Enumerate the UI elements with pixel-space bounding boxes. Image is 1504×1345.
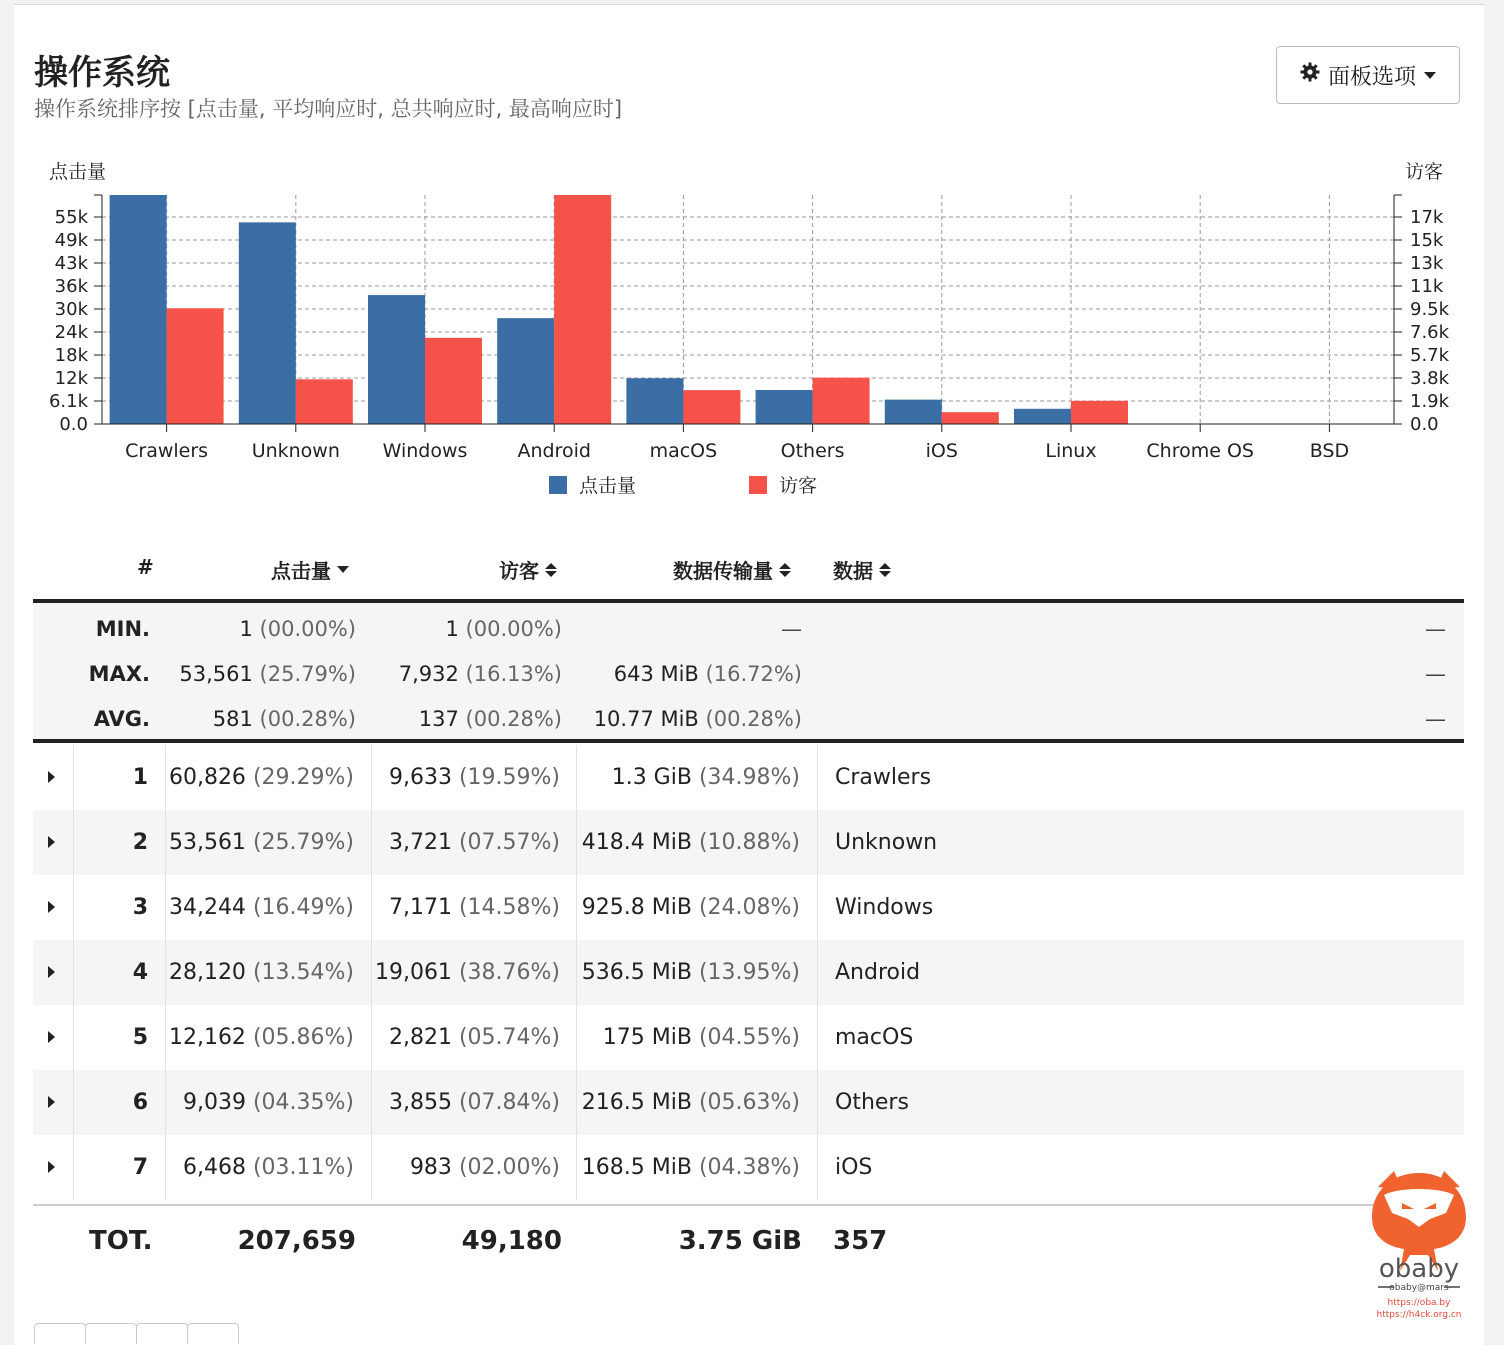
row-number: 6 — [132, 1090, 148, 1115]
summary-label: MAX. — [88, 662, 150, 686]
bar-visitors — [813, 378, 870, 424]
bar-hits — [239, 222, 296, 424]
logo-url-1: https://oba.by — [1387, 1298, 1451, 1308]
bar-hits — [756, 390, 813, 424]
summary-visitors: 1 (00.00%) — [445, 617, 562, 641]
y-axis-title-left: 点击量 — [49, 161, 107, 183]
total-data: 357 — [833, 1226, 888, 1256]
expand-caret-icon[interactable] — [48, 1031, 55, 1043]
summary-label: AVG. — [93, 707, 150, 731]
row-hits: 53,561 (25.79%) — [168, 830, 354, 855]
row-data: Others — [835, 1090, 909, 1115]
panel-options-button[interactable] — [1276, 46, 1460, 104]
legend-swatch — [749, 476, 767, 494]
total-label: TOT. — [89, 1226, 153, 1256]
x-tick-label: Chrome OS — [1146, 440, 1254, 462]
y-tick-label-left: 30k — [54, 299, 88, 320]
pagination — [34, 1323, 238, 1343]
row-data: iOS — [835, 1155, 873, 1180]
y-tick-label-left: 49k — [54, 230, 88, 251]
col-header-hits[interactable]: 点击量 — [271, 555, 349, 584]
y-tick-label-left: 24k — [54, 322, 88, 343]
page-button[interactable] — [136, 1323, 188, 1344]
expand-caret-icon[interactable] — [48, 771, 55, 783]
table-row[interactable] — [33, 1005, 1464, 1070]
row-number: 4 — [132, 960, 148, 985]
bar-hits — [1014, 409, 1071, 424]
x-tick-label: Linux — [1045, 440, 1097, 462]
summary-hits: 53,561 (25.79%) — [179, 662, 356, 686]
summary-bandwidth: 643 MiB (16.72%) — [613, 662, 802, 686]
logo-tagline: obaby@mars — [1389, 1283, 1449, 1293]
legend-label: 点击量 — [579, 475, 637, 497]
bar-hits — [497, 318, 554, 424]
total-visitors: 49,180 — [461, 1226, 562, 1256]
table-header — [33, 545, 1464, 603]
y-tick-label-right: 13k — [1410, 253, 1444, 274]
x-tick-label: Crawlers — [125, 440, 209, 462]
bar-visitors — [1071, 401, 1128, 424]
row-data: macOS — [835, 1025, 914, 1050]
table-row[interactable] — [33, 875, 1464, 940]
summary-data: — — [1425, 707, 1446, 731]
logo-url-2: https://h4ck.org.cn — [1376, 1310, 1462, 1320]
y-tick-label-left: 43k — [54, 253, 88, 274]
os-panel — [14, 4, 1484, 1345]
table-row[interactable] — [33, 745, 1464, 810]
row-data: Android — [835, 960, 921, 985]
page-button[interactable] — [187, 1323, 239, 1344]
panel-subtitle: 操作系统排序按 [点击量, 平均响应时, 总共响应时, 最高响应时] — [34, 97, 623, 121]
bar-visitors — [296, 379, 353, 424]
x-tick-label: Android — [517, 440, 591, 462]
summary-row — [33, 701, 1464, 746]
row-bandwidth: 536.5 MiB (13.95%) — [581, 960, 800, 985]
total-row — [33, 1204, 1464, 1286]
table-body — [33, 745, 1464, 1200]
expand-caret-icon[interactable] — [48, 1161, 55, 1173]
y-tick-label-left: 12k — [54, 368, 88, 389]
expand-caret-icon[interactable] — [48, 836, 55, 848]
os-chart — [14, 145, 1484, 515]
summary-visitors: 7,932 (16.13%) — [398, 662, 562, 686]
table-row[interactable] — [33, 940, 1464, 1005]
y-tick-label-left: 0.0 — [59, 414, 88, 435]
y-tick-label-right: 17k — [1410, 207, 1444, 228]
bar-hits — [885, 400, 942, 424]
row-data: Unknown — [835, 830, 938, 855]
y-tick-label-left: 55k — [54, 207, 88, 228]
y-tick-label-left: 36k — [54, 276, 88, 297]
expand-caret-icon[interactable] — [48, 1096, 55, 1108]
row-bandwidth: 418.4 MiB (10.88%) — [581, 830, 800, 855]
summary-label: MIN. — [95, 617, 150, 641]
col-header-visitors[interactable]: 访客 — [499, 555, 557, 584]
bar-visitors — [167, 308, 224, 424]
x-tick-label: Windows — [382, 440, 468, 462]
caret-down-icon — [1424, 72, 1436, 79]
y-tick-label-right: 11k — [1410, 276, 1444, 297]
page-button[interactable] — [34, 1323, 86, 1344]
y-tick-label-right: 7.6k — [1410, 322, 1450, 343]
col-header-bandwidth[interactable]: 数据传输量 — [673, 555, 791, 584]
summary-row — [33, 656, 1464, 701]
sort-desc-icon — [337, 566, 349, 573]
y-tick-label-left: 6.1k — [48, 391, 88, 412]
page-button[interactable] — [85, 1323, 137, 1344]
legend-swatch — [549, 476, 567, 494]
summary-visitors: 137 (00.28%) — [418, 707, 562, 731]
summary-hits: 581 (00.28%) — [212, 707, 356, 731]
total-bandwidth: 3.75 GiB — [678, 1226, 802, 1256]
expand-caret-icon[interactable] — [48, 901, 55, 913]
row-number: 1 — [132, 765, 148, 790]
bar-visitors — [425, 338, 482, 424]
bar-visitors — [942, 412, 999, 424]
row-hits: 60,826 (29.29%) — [168, 765, 354, 790]
summary-row — [33, 611, 1464, 656]
row-hits: 6,468 (03.11%) — [182, 1155, 354, 1180]
row-data: Windows — [835, 895, 934, 920]
expand-caret-icon[interactable] — [48, 966, 55, 978]
gear-icon — [1300, 62, 1320, 88]
y-tick-label-right: 1.9k — [1410, 391, 1450, 412]
row-visitors: 19,061 (38.76%) — [374, 960, 560, 985]
panel-title: 操作系统 — [34, 53, 170, 93]
col-header-num: # — [137, 555, 154, 579]
y-tick-label-right: 15k — [1410, 230, 1444, 251]
row-number: 2 — [132, 830, 148, 855]
row-hits: 28,120 (13.54%) — [168, 960, 354, 985]
obaby-logo — [1364, 1167, 1474, 1327]
summary-bandwidth: — — [781, 617, 802, 641]
logo-brand-text: obaby — [1378, 1254, 1460, 1284]
x-tick-label: BSD — [1309, 440, 1350, 462]
row-bandwidth: 175 MiB (04.55%) — [602, 1025, 800, 1050]
row-bandwidth: 216.5 MiB (05.63%) — [581, 1090, 800, 1115]
summary-data: — — [1425, 662, 1446, 686]
summary-hits: 1 (00.00%) — [239, 617, 356, 641]
bar-hits — [110, 195, 167, 424]
bar-hits — [368, 295, 425, 424]
row-hits: 34,244 (16.49%) — [168, 895, 354, 920]
panel-options-label: 面板选项 — [1327, 64, 1416, 90]
sort-icon — [879, 563, 891, 577]
row-bandwidth: 168.5 MiB (04.38%) — [581, 1155, 800, 1180]
row-number: 5 — [132, 1025, 148, 1050]
y-tick-label-left: 18k — [54, 345, 88, 366]
y-tick-label-right: 9.5k — [1410, 299, 1450, 320]
sort-icon — [545, 563, 557, 577]
row-number: 3 — [132, 895, 148, 920]
row-visitors: 3,855 (07.84%) — [388, 1090, 560, 1115]
row-bandwidth: 1.3 GiB (34.98%) — [611, 765, 800, 790]
y-tick-label-right: 0.0 — [1410, 414, 1439, 435]
summary-bandwidth: 10.77 MiB (00.28%) — [593, 707, 802, 731]
x-tick-label: iOS — [925, 440, 958, 462]
table-row[interactable] — [33, 1135, 1464, 1200]
row-visitors: 9,633 (19.59%) — [388, 765, 560, 790]
summary-data: — — [1425, 617, 1446, 641]
x-tick-label: Others — [780, 440, 845, 462]
total-hits: 207,659 — [237, 1226, 356, 1256]
row-visitors: 983 (02.00%) — [409, 1155, 560, 1180]
row-number: 7 — [132, 1155, 148, 1180]
bar-visitors — [554, 195, 611, 424]
row-hits: 9,039 (04.35%) — [182, 1090, 354, 1115]
row-hits: 12,162 (05.86%) — [168, 1025, 354, 1050]
y-axis-title-right: 访客 — [1404, 161, 1443, 183]
col-header-data[interactable]: 数据 — [833, 555, 891, 584]
sort-icon — [779, 563, 791, 577]
row-data: Crawlers — [835, 765, 932, 790]
y-tick-label-right: 5.7k — [1410, 345, 1450, 366]
x-tick-label: macOS — [649, 440, 718, 462]
row-bandwidth: 925.8 MiB (24.08%) — [581, 895, 800, 920]
bar-hits — [626, 378, 683, 424]
bar-visitors — [683, 390, 740, 424]
row-visitors: 7,171 (14.58%) — [388, 895, 560, 920]
table-row[interactable] — [33, 810, 1464, 875]
x-tick-label: Unknown — [251, 440, 340, 462]
row-visitors: 2,821 (05.74%) — [388, 1025, 560, 1050]
y-tick-label-right: 3.8k — [1410, 368, 1450, 389]
summary-block — [33, 603, 1464, 743]
row-visitors: 3,721 (07.57%) — [388, 830, 560, 855]
table-row[interactable] — [33, 1070, 1464, 1135]
legend-label: 访客 — [779, 475, 818, 497]
